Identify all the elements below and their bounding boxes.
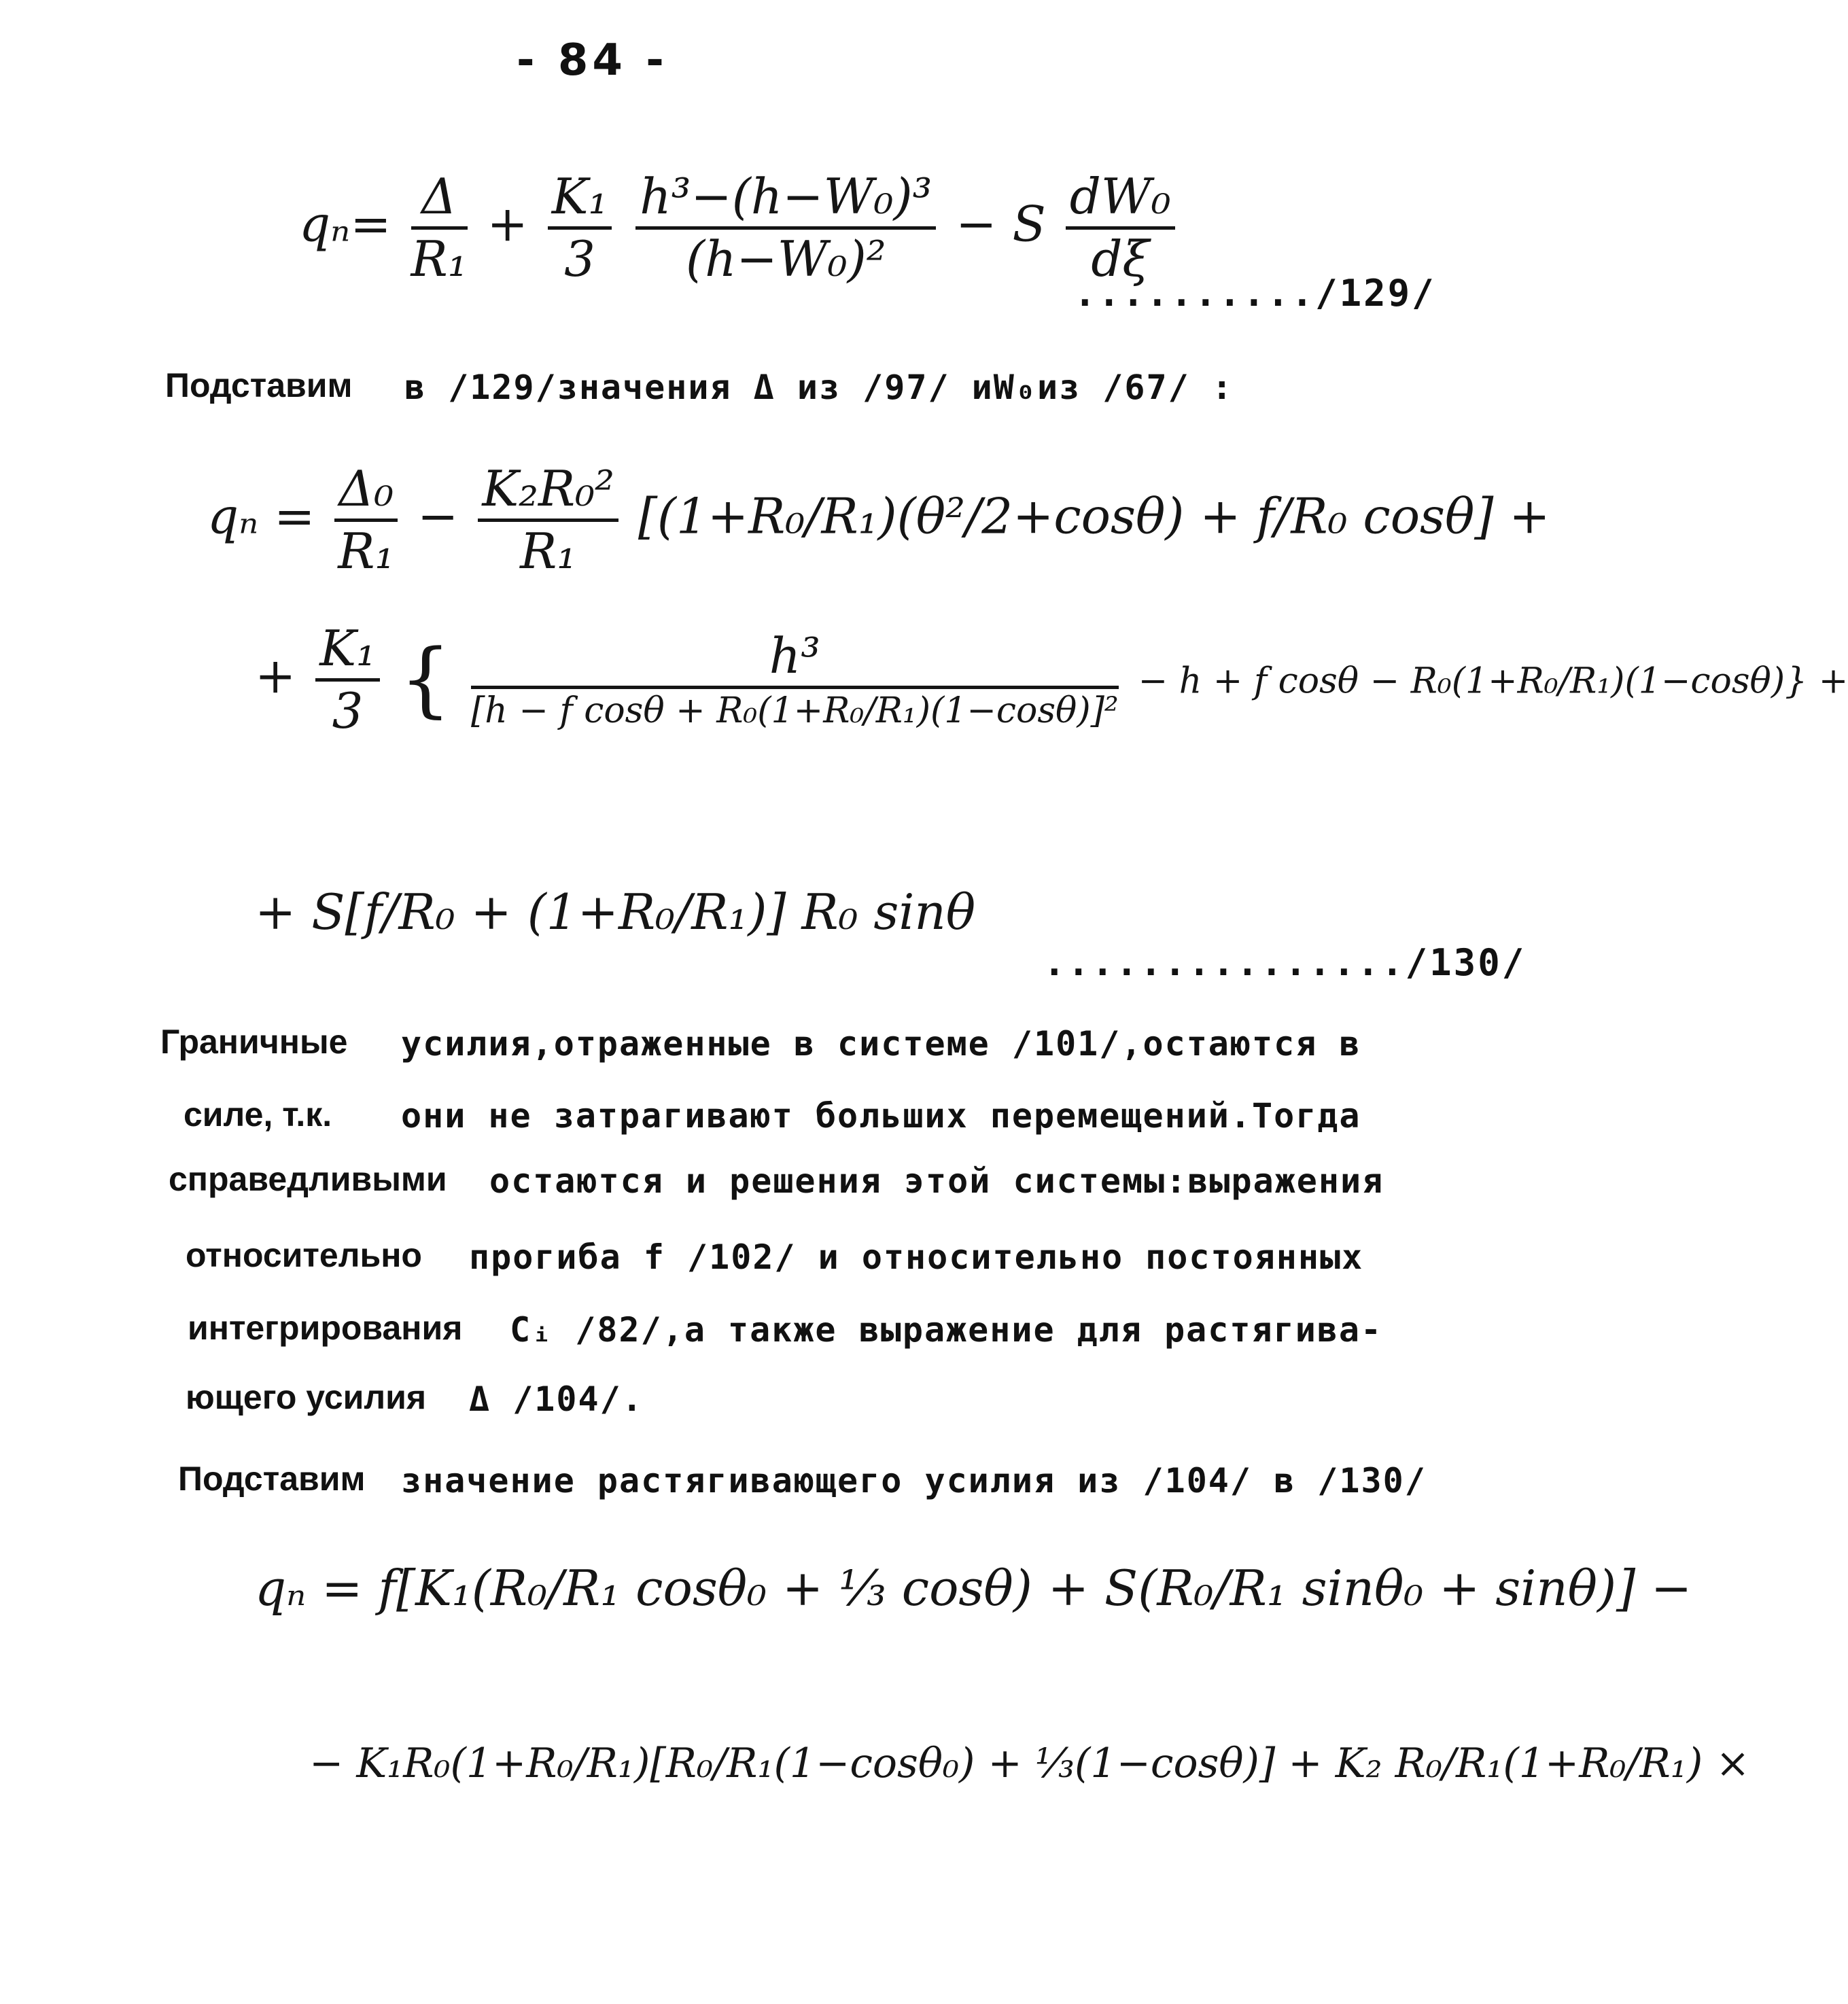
paragraph2-text-4: прогиба f /102/ и относительно постоянных: [469, 1237, 1364, 1277]
paragraph3-text: значение растягивающего усилия из /104/ в /130/: [401, 1461, 1427, 1500]
plus-sign: +: [255, 647, 296, 705]
denominator: R₁: [520, 523, 577, 580]
fraction-k1-3: [315, 622, 380, 738]
paragraph2-lead-3: справедливыми: [169, 1160, 447, 1198]
numerator: h³: [471, 629, 1119, 689]
plus-sign: +: [487, 195, 528, 253]
s-term: − S: [956, 195, 1046, 253]
fraction-h-cubed: [635, 170, 936, 286]
formula-tail: − h + f cosθ − R₀(1+R₀/R₁)(1−cosθ)} +: [1138, 661, 1848, 702]
numerator: K₂R₀²: [478, 462, 618, 522]
equation-number-130: .............../130/: [1043, 941, 1527, 984]
denominator: 3: [564, 230, 595, 288]
paragraph2-lead-2: силе, т.к.: [184, 1095, 332, 1133]
paragraph2-lead-6: ющего усилия: [186, 1378, 427, 1416]
fraction-dw-dxi: [1066, 170, 1175, 286]
paragraph2-text-5: Cᵢ /82/,а также выражение для растягива-: [510, 1310, 1383, 1350]
paragraph2-text-6: Δ /104/.: [469, 1379, 644, 1419]
numerator: K₁: [548, 170, 612, 230]
denominator: R₁: [338, 523, 395, 580]
formula-final-line1: qₙ = f[K₁(R₀/R₁ cosθ₀ + ⅓ cosθ) + S(R₀/R₁ sinθ₀ + sinθ)] −: [255, 1560, 1692, 1617]
numerator: K₁: [315, 622, 380, 682]
numerator: dW₀: [1066, 170, 1175, 230]
paragraph1-text: в /129/значения Δ из /97/ иW₀из /67/ :: [404, 368, 1234, 407]
numerator: h³−(h−W₀)³: [635, 170, 936, 230]
paragraph2-lead-1: Граничные: [160, 1023, 348, 1061]
formula-129: [299, 170, 1179, 286]
paragraph2-lead-5: интегрирования: [188, 1309, 463, 1347]
formula-130-line1: qₙ = $\frac{\text{Δ₀}}{\text{R₁}}$ − $\frac{\text{K₂R₀²}}{\text{R₁}}$ [(1+R₀/R₁)(θ²/2+cosθ) + f/R₀ cosθ] +: [207, 460, 1550, 580]
equation-number-129: ........../129/: [1074, 272, 1436, 315]
fraction-k2-r0: [478, 462, 618, 578]
denominator: dξ: [1091, 230, 1150, 288]
denominator: 3: [332, 682, 364, 740]
denominator: [h − f cosθ + R₀(1+R₀/R₁)(1−cosθ)]²: [471, 690, 1119, 732]
formula-130-line2: + $\frac{\text{K₁}}{3}$ { $\frac{\text{h³}}{\text{[h − f cosθ + R₀(1+R₀/R₁)(1−cosθ)]²}}$ − h + f cosθ − R₀(1+R₀/R₁)(1−cosθ)} +: [255, 620, 1848, 740]
paragraph2-text-3: остаются и решения этой системы:выражения: [489, 1161, 1384, 1201]
formula-lhs: qₙ =: [207, 487, 315, 545]
fraction-k1-3: [548, 170, 612, 286]
formula-lhs: qₙ=: [299, 195, 391, 253]
paragraph2-lead-4: относительно: [186, 1236, 422, 1274]
fraction-h3: [471, 629, 1119, 731]
denominator: R₁: [411, 230, 468, 288]
page-number: - 84 -: [517, 35, 668, 86]
numerator: Δ₀: [334, 462, 398, 522]
paragraph2-text-1: усилия,отраженные в системе /101/,остаются в: [401, 1024, 1361, 1063]
paragraph3-lead: Подставим: [178, 1460, 366, 1498]
fraction-delta-r1: [411, 170, 468, 286]
formula-130-line3: + S[f/R₀ + (1+R₀/R₁)] R₀ sinθ: [255, 883, 976, 941]
fraction-delta0-r1: [334, 462, 398, 578]
formula-final-line2: − K₁R₀(1+R₀/R₁)[R₀/R₁(1−cosθ₀) + ⅓(1−cosθ)] + K₂ R₀/R₁(1+R₀/R₁) ×: [309, 1740, 1750, 1787]
formula-rhs: [(1+R₀/R₁)(θ²/2+cosθ) + f/R₀ cosθ] +: [638, 487, 1550, 545]
denominator: (h−W₀)²: [686, 230, 886, 288]
numerator: Δ: [411, 170, 468, 230]
paragraph2-text-2: они не затрагивают больших перемещений.Тогда: [401, 1096, 1361, 1136]
paragraph1-lead: Подставим: [165, 366, 353, 404]
